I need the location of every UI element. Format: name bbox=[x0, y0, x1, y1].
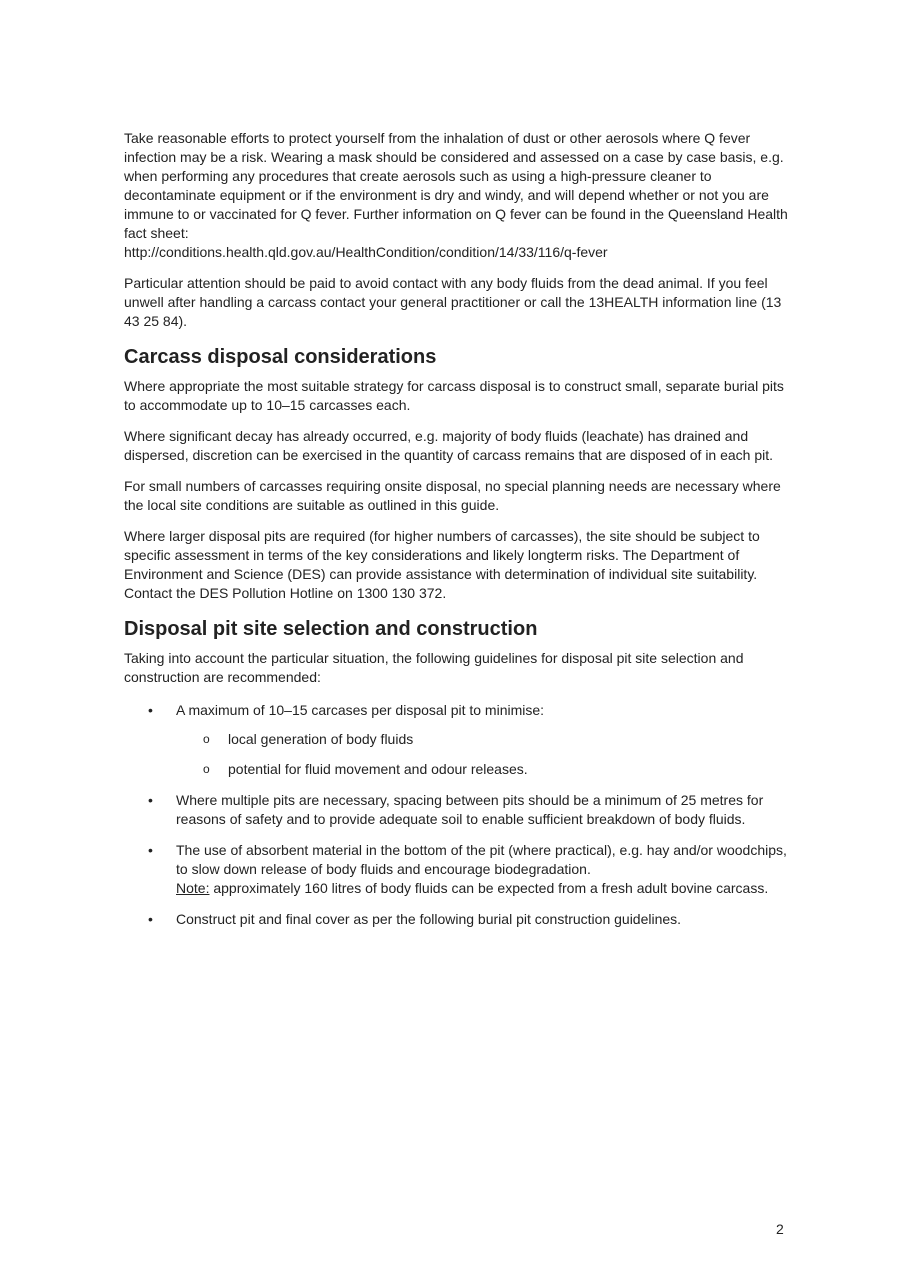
list-item bbox=[124, 701, 792, 779]
list-item-text: A maximum of 10–15 carcases per disposal pit to minimise: bbox=[176, 702, 545, 718]
carcass-disposal-paragraph: For small numbers of carcasses requiring onsite disposal, no special planning needs are necessary where the local site conditions are suitable as outlined in this guide. bbox=[124, 478, 781, 513]
intro-paragraph-q-fever: Take reasonable efforts to protect yourself from the inhalation of dust or other aerosols where Q fever infection may be a risk. Wearing a mask should be considered and assessed on a case by case basis, e.g. when performing any procedures that create aerosols such as using a high-pressure cleaner to decontaminate equipment or if the environment is dry and windy, and will depend whether or not you are immune to or vaccinated for Q fever. Further information on Q fever can be found in the Queensland Health fact sheet: bbox=[124, 130, 788, 241]
heading-disposal-pit-site: Disposal pit site selection and construction bbox=[124, 618, 538, 640]
bullet-icon: • bbox=[148, 842, 153, 858]
note-label: Note: bbox=[176, 880, 210, 896]
sub-list-item-text: local generation of body fluids bbox=[228, 731, 414, 747]
list-item-text: The use of absorbent material in the bottom of the pit (where practical), e.g. hay and/or woodchips, to slow down release of body fluids and encourage biodegradation. bbox=[176, 842, 787, 877]
q-fever-fact-sheet-url: http://conditions.health.qld.gov.au/HealthCondition/condition/14/33/116/q-fever bbox=[124, 244, 608, 260]
intro-paragraph-body-fluids: Particular attention should be paid to avoid contact with any body fluids from the dead animal. If you feel unwell after handling a carcass contact your general practitioner or call the 13HEALTH information line (13 43 25 84). bbox=[124, 275, 782, 329]
bullet-icon: • bbox=[148, 702, 153, 718]
sub-list-item bbox=[176, 730, 792, 749]
carcass-disposal-paragraph: Where larger disposal pits are required (for higher numbers of carcasses), the site should be subject to specific assessment in terms of the key considerations and likely longterm risks. The Department of Environment and Science (DES) can provide assistance with determination of individual site suitability. Contact the DES Pollution Hotline on 1300 130 372. bbox=[124, 528, 760, 601]
hollow-circle-icon: o bbox=[203, 732, 210, 746]
guidelines-bullet-list bbox=[124, 701, 792, 929]
sub-list-item bbox=[176, 760, 792, 779]
list-item-text: Where multiple pits are necessary, spacing between pits should be a minimum of 25 metres for reasons of safety and to provide adequate soil to enable sufficient breakdown of body fluids. bbox=[176, 792, 764, 827]
list-item bbox=[124, 791, 792, 829]
list-item bbox=[124, 841, 792, 898]
hollow-circle-icon: o bbox=[203, 762, 210, 776]
bullet-icon: • bbox=[148, 792, 153, 808]
carcass-disposal-paragraph: Where significant decay has already occurred, e.g. majority of body fluids (leachate) has drained and dispersed, discretion can be exercised in the quantity of carcass remains that are disposed of in each pit. bbox=[124, 428, 774, 463]
list-item bbox=[124, 910, 792, 929]
document-page bbox=[124, 129, 792, 941]
sub-list-item-text: potential for fluid movement and odour releases. bbox=[228, 761, 528, 777]
note-text: approximately 160 litres of body fluids can be expected from a fresh adult bovine carcass. bbox=[209, 880, 769, 896]
sub-list bbox=[176, 730, 792, 779]
heading-carcass-disposal: Carcass disposal considerations bbox=[124, 346, 437, 368]
page-number: 2 bbox=[776, 1221, 784, 1237]
carcass-disposal-paragraph: Where appropriate the most suitable strategy for carcass disposal is to construct small, separate burial pits to accommodate up to 10–15 carcasses each. bbox=[124, 378, 784, 413]
list-item-text: Construct pit and final cover as per the following burial pit construction guidelines. bbox=[176, 911, 682, 927]
bullet-icon: • bbox=[148, 911, 153, 927]
disposal-pit-intro: Taking into account the particular situation, the following guidelines for disposal pit site selection and construction are recommended: bbox=[124, 650, 744, 685]
